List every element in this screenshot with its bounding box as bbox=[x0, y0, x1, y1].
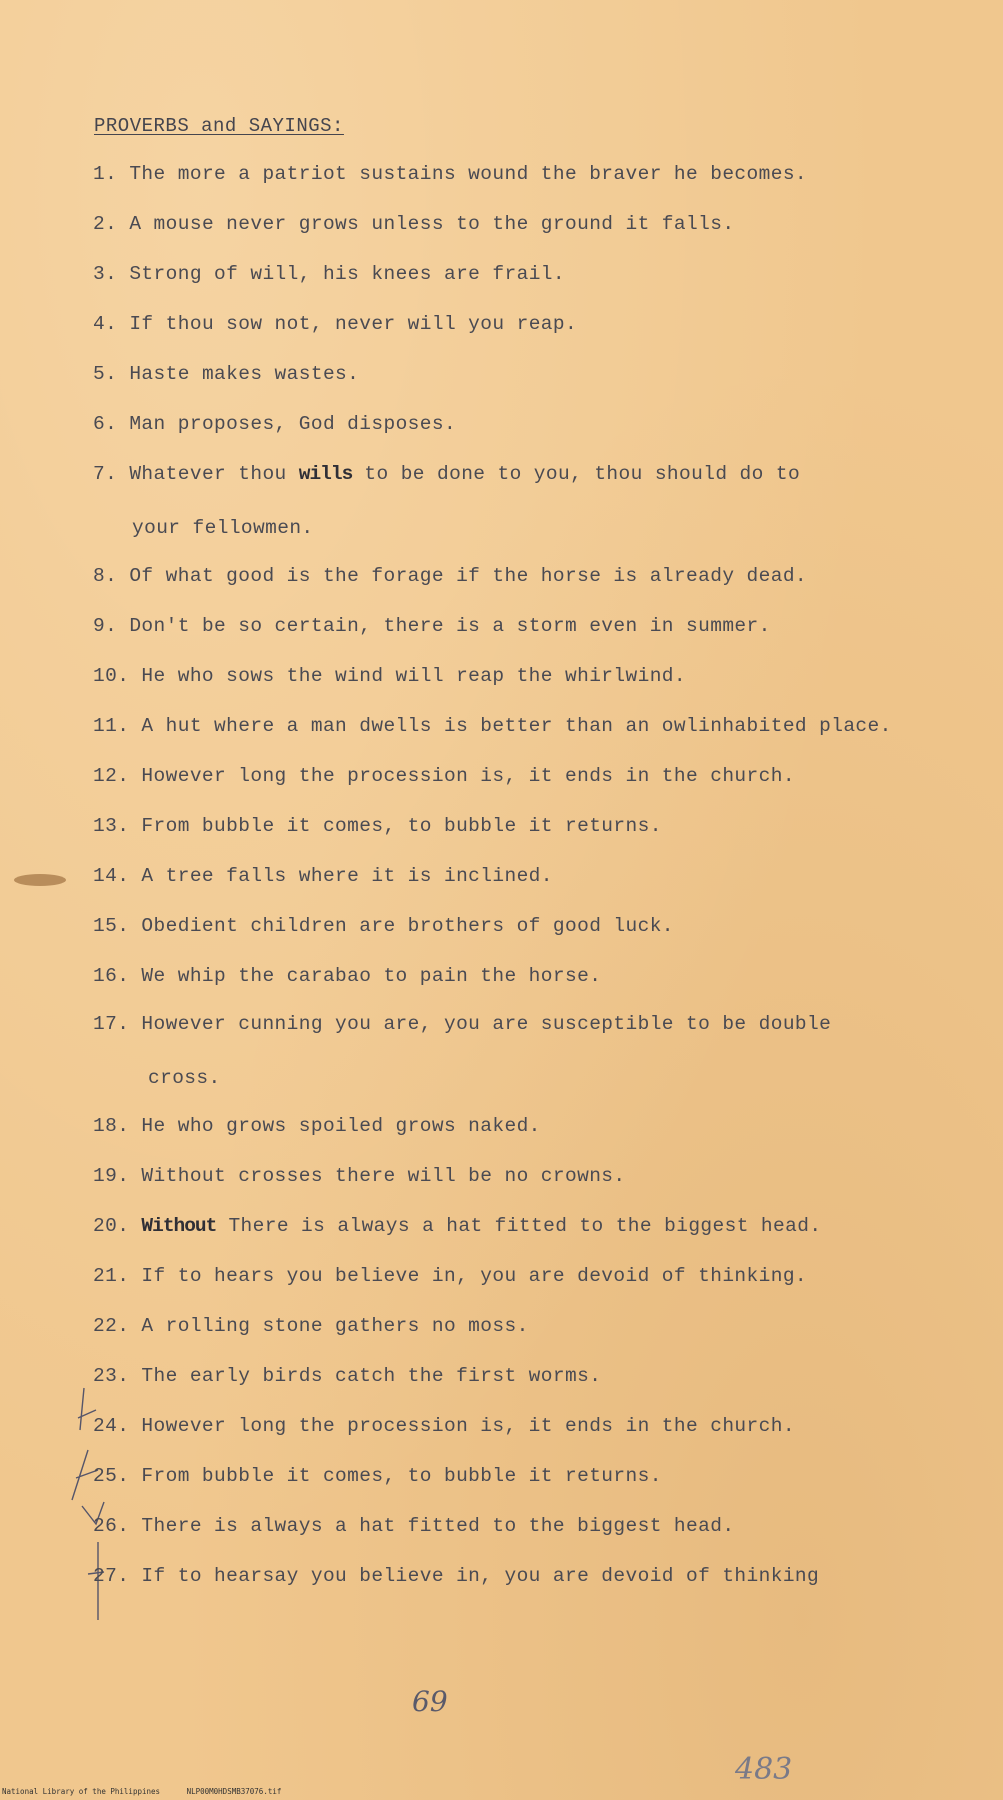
proverb-item: 9. Don't be so certain, there is a storm even in summer. bbox=[93, 615, 771, 637]
proverb-item: 18. He who grows spoiled grows naked. bbox=[93, 1115, 541, 1137]
page-heading: PROVERBS and SAYINGS: bbox=[94, 115, 344, 137]
proverb-item: 27. If to hearsay you believe in, you are devoid of thinking bbox=[93, 1565, 820, 1587]
proverb-item: 20. Without There is always a hat fitted to the biggest head. bbox=[93, 1215, 822, 1237]
proverb-item: 24. However long the procession is, it ends in the church. bbox=[93, 1415, 795, 1437]
page-number: 69 bbox=[412, 1685, 448, 1718]
proverb-item: 2. A mouse never grows unless to the ground it falls. bbox=[93, 213, 735, 235]
proverb-item: 8. Of what good is the forage if the horse is already dead. bbox=[93, 565, 808, 587]
archive-number: 483 bbox=[735, 1752, 793, 1787]
proverb-continuation: your fellowmen. bbox=[132, 517, 314, 539]
proverb-item: 16. We whip the carabao to pain the horse. bbox=[93, 965, 602, 987]
proverb-item: 14. A tree falls where it is inclined. bbox=[93, 865, 553, 887]
proverb-continuation: cross. bbox=[148, 1067, 221, 1089]
proverb-item: 3. Strong of will, his knees are frail. bbox=[93, 263, 565, 285]
proverb-item: 17. However cunning you are, you are susceptible to be double bbox=[93, 1013, 832, 1035]
proverb-item: 22. A rolling stone gathers no moss. bbox=[93, 1315, 529, 1337]
proverb-item: 13. From bubble it comes, to bubble it returns. bbox=[93, 815, 662, 837]
proverb-item: 26. There is always a hat fitted to the biggest head. bbox=[93, 1515, 735, 1537]
proverb-item: 12. However long the procession is, it ends in the church. bbox=[93, 765, 795, 787]
proverb-item: 11. A hut where a man dwells is better than an owlinhabited place. bbox=[93, 715, 892, 737]
proverb-item: 23. The early birds catch the first worms. bbox=[93, 1365, 602, 1387]
struck-word: wills bbox=[298, 463, 353, 485]
proverb-item: 5. Haste makes wastes. bbox=[93, 363, 360, 385]
proverb-item: 4. If thou sow not, never will you reap. bbox=[93, 313, 578, 335]
proverb-item: 7. Whatever thou wills to be done to you, thou should do to bbox=[93, 463, 801, 485]
proverb-item: 10. He who sows the wind will reap the whirlwind. bbox=[93, 665, 687, 687]
footer-file: NLP00M0HDSMB37076.tif bbox=[186, 1787, 282, 1796]
proverb-item: 21. If to hears you believe in, you are devoid of thinking. bbox=[93, 1265, 808, 1287]
proverb-item: 6. Man proposes, God disposes. bbox=[93, 413, 457, 435]
struck-word: Without bbox=[141, 1215, 217, 1237]
proverb-item: 25. From bubble it comes, to bubble it returns. bbox=[93, 1465, 662, 1487]
proverb-item: 15. Obedient children are brothers of good luck. bbox=[93, 915, 674, 937]
scan-footer bbox=[2, 1787, 303, 1796]
ink-stain bbox=[14, 874, 66, 886]
proverb-item: 19. Without crosses there will be no crowns. bbox=[93, 1165, 626, 1187]
footer-library: National Library of the Philippines bbox=[2, 1787, 161, 1796]
proverb-item: 1. The more a patriot sustains wound the braver he becomes. bbox=[93, 163, 808, 185]
